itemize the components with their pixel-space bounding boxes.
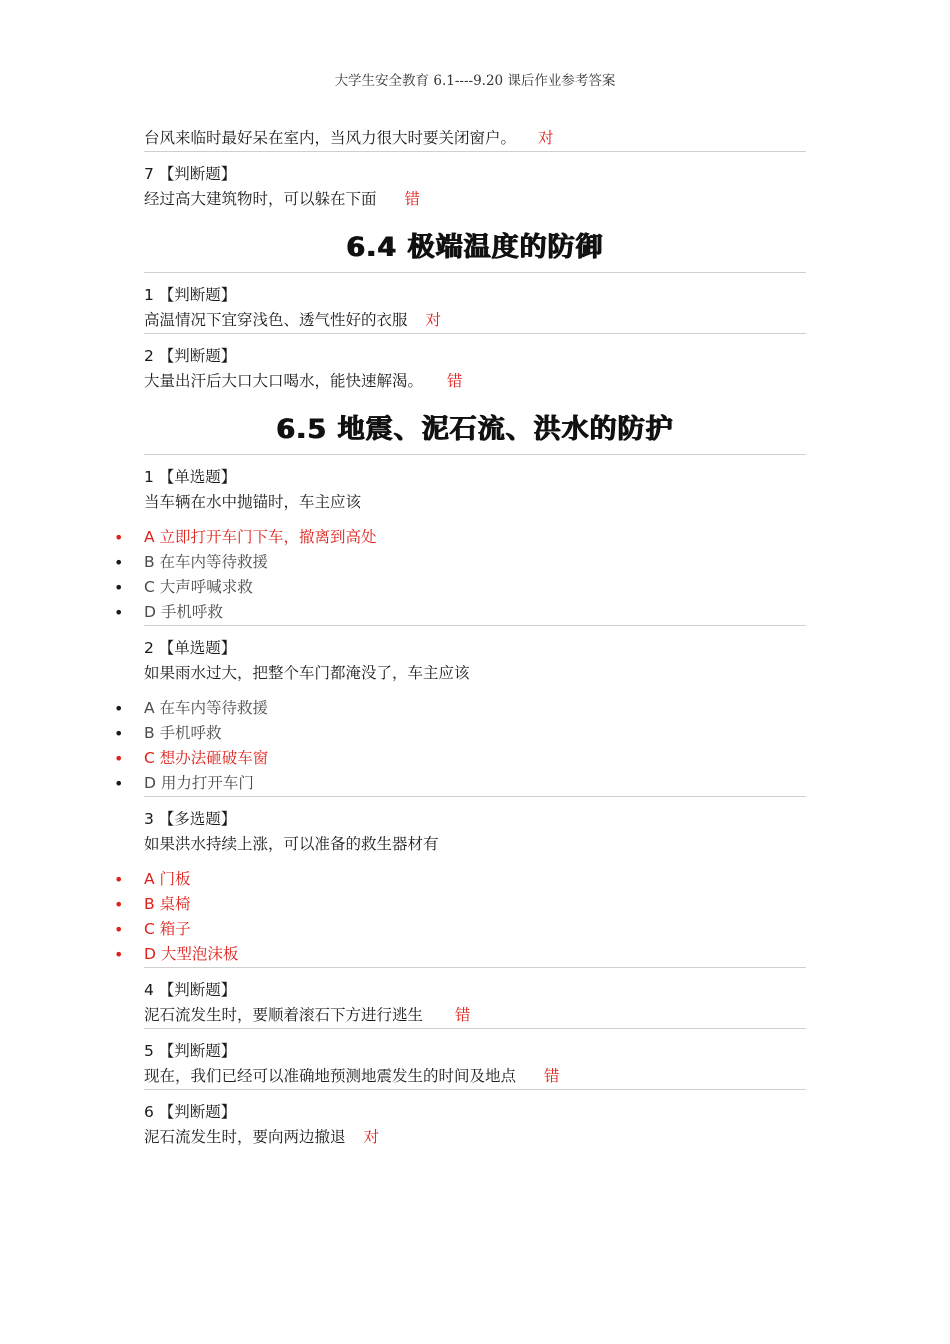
option-item-correct: • B 桌椅 xyxy=(144,892,806,917)
answer-mark: 对 xyxy=(538,129,554,147)
question-row xyxy=(144,187,806,212)
document-body xyxy=(144,126,806,1150)
answer-mark: 对 xyxy=(425,311,442,329)
answer-mark: 错 xyxy=(447,372,463,390)
question-label: 1 【判断题】 xyxy=(144,286,237,304)
question-row xyxy=(144,1125,806,1150)
question-text: 经过高大建筑物时，可以躲在下面 xyxy=(144,190,377,208)
question-text: 现在，我们已经可以准确地预测地震发生的时间及地点 xyxy=(144,1067,517,1085)
question-text: 泥石流发生时，要向两边撤退 xyxy=(144,1128,346,1146)
question-label: 4 【判断题】 xyxy=(144,981,237,999)
question-row xyxy=(144,1003,806,1029)
question-text: 如果雨水过大，把整个车门都淹没了，车主应该 xyxy=(144,664,470,682)
option-item: • B 在车内等待救援 xyxy=(144,550,806,575)
option-item-correct: • A 立即打开车门下车，撤离到高处 xyxy=(144,525,806,550)
question-row xyxy=(144,1064,806,1090)
question-label: 6 【判断题】 xyxy=(144,1103,237,1121)
option-item-correct: • C 想办法砸破车窗 xyxy=(144,746,806,771)
question-text: 当车辆在水中抛锚时，车主应该 xyxy=(144,493,362,511)
answer-mark: 错 xyxy=(544,1067,560,1085)
option-item: • D 用力打开车门 xyxy=(144,771,806,797)
question-continuation xyxy=(144,126,806,152)
question-text: 如果洪水持续上涨，可以准备的救生器材有 xyxy=(144,835,439,853)
question-label: 1 【单选题】 xyxy=(144,468,237,486)
question-label: 3 【多选题】 xyxy=(144,810,237,828)
option-list xyxy=(144,696,806,797)
option-item: • C 大声呼喊求救 xyxy=(144,575,806,600)
section-title-6-4: 6.4 极端温度的防御 xyxy=(144,230,806,273)
question-label: 5 【判断题】 xyxy=(144,1042,237,1060)
question-text: 台风来临时最好呆在室内，当风力很大时要关闭窗户。 xyxy=(144,129,517,147)
answer-mark: 错 xyxy=(404,190,421,208)
option-list xyxy=(144,525,806,626)
answer-mark: 对 xyxy=(363,1128,380,1146)
option-item-correct: • C 箱子 xyxy=(144,917,806,942)
question-label: 2 【判断题】 xyxy=(144,347,237,365)
option-item-correct: • D 大型泡沫板 xyxy=(144,942,806,968)
option-item-correct: • A 门板 xyxy=(144,867,806,892)
page-header: 大学生安全教育 6.1----9.20 课后作业参考答案 xyxy=(334,73,616,89)
question-text: 泥石流发生时，要顺着滚石下方进行逃生 xyxy=(144,1006,424,1024)
question-label: 7 【判断题】 xyxy=(144,165,237,183)
section-title-6-5: 6.5 地震、泥石流、洪水的防护 xyxy=(144,412,806,455)
answer-mark: 错 xyxy=(455,1006,471,1024)
question-row xyxy=(144,308,806,334)
option-list xyxy=(144,867,806,968)
option-item: • B 手机呼救 xyxy=(144,721,806,746)
question-label: 2 【单选题】 xyxy=(144,639,237,657)
question-row xyxy=(144,369,806,394)
question-text: 高温情况下宜穿浅色、透气性好的衣服 xyxy=(144,311,408,329)
option-item: • D 手机呼救 xyxy=(144,600,806,626)
question-text: 大量出汗后大口大口喝水，能快速解渴。 xyxy=(144,372,424,390)
option-item: • A 在车内等待救援 xyxy=(144,696,806,721)
